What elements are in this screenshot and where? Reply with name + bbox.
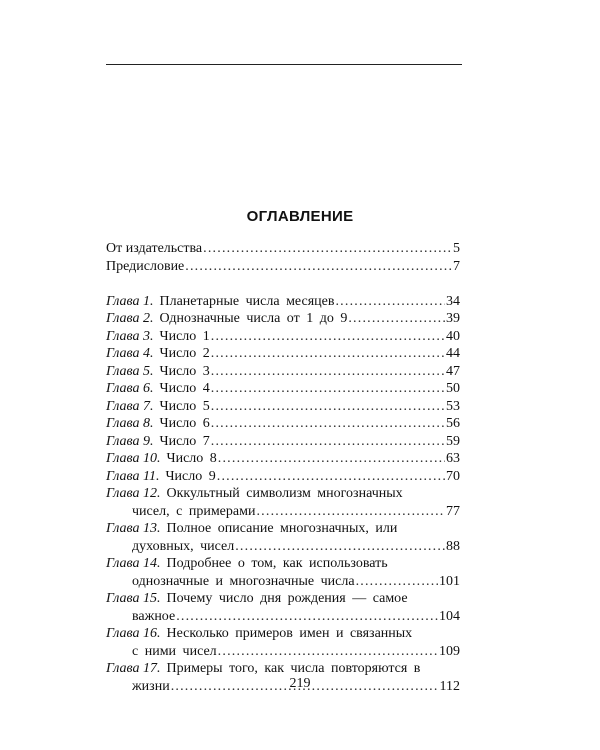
chapter-word: Глава: [106, 626, 140, 641]
toc-entry: [106, 398, 460, 416]
toc-line: [106, 590, 460, 608]
toc-line: [106, 485, 460, 503]
toc-entry-title-wrap: [132, 503, 255, 521]
chapter-number: 14.: [142, 556, 161, 571]
toc-entry-title-wrap: [106, 345, 210, 363]
top-rule: [106, 64, 462, 65]
toc-entry-title: Почему число дня рождения — самое: [166, 591, 408, 606]
dot-leader: [185, 258, 452, 276]
toc-entry-page: 59: [446, 433, 460, 449]
toc-entry-title: жизни: [132, 678, 170, 694]
toc-entry-page: 109: [439, 643, 460, 659]
toc-line: [106, 468, 460, 486]
dot-leader: [211, 328, 445, 346]
chapter-label: [106, 434, 153, 449]
toc-entry-title-wrap: [106, 380, 210, 398]
toc-entry-title: Примеры того, как числа повторяются в: [166, 661, 421, 676]
toc-line: [106, 328, 460, 346]
toc-entry-title-wrap: [106, 310, 347, 328]
toc-entry-page: 53: [446, 398, 460, 414]
toc-entry-page: 47: [446, 363, 460, 379]
toc-entry: [106, 468, 460, 486]
toc-line: [106, 625, 460, 643]
toc-entry-title: Число 2: [159, 346, 210, 361]
toc-entry: [106, 380, 460, 398]
toc-entry-page: 104: [439, 608, 460, 624]
toc-entry-page: 39: [446, 311, 460, 326]
chapter-number: 5.: [142, 363, 154, 379]
toc-entry: [106, 433, 460, 451]
toc-entry-title: Число 1: [159, 328, 210, 344]
chapter-number: 15.: [142, 591, 161, 606]
chapter-label: [106, 381, 153, 396]
toc-entry: [106, 625, 460, 660]
toc-line: [106, 660, 460, 678]
toc-entry: [106, 485, 460, 520]
toc-entry-title: важное: [132, 608, 176, 624]
toc-entry-page: 7: [453, 258, 460, 274]
toc-entry-title: Полное описание многозначных, или: [166, 521, 398, 536]
dot-leader: [218, 643, 438, 661]
page-number: 219: [289, 676, 311, 691]
chapter-word: Глава: [106, 381, 140, 396]
chapter-number: 4.: [142, 346, 154, 361]
dot-leader: [218, 450, 445, 468]
dot-leader: [348, 310, 445, 328]
chapter-label: [106, 294, 153, 309]
toc-entry-title: Число 9: [165, 468, 216, 484]
toc-entry: [106, 293, 460, 311]
chapter-label: [106, 556, 160, 571]
chapter-word: Глава: [106, 486, 140, 501]
toc-line: [106, 555, 460, 573]
toc-entry: [106, 328, 460, 346]
dot-leader: [211, 398, 445, 416]
toc-entry-title-wrap: [106, 398, 210, 416]
toc-entry: [106, 240, 460, 258]
toc-entry-title-wrap: [106, 363, 210, 381]
toc-entry-title-wrap: [132, 538, 234, 556]
toc-entry-title: чисел, с примерами: [132, 503, 256, 519]
toc-line: [106, 538, 460, 556]
dot-leader: [335, 293, 445, 311]
toc-line: [106, 398, 460, 416]
chapter-label: [106, 661, 160, 676]
toc-entry-title: Оккультный символизм многозначных: [166, 486, 403, 501]
toc-line: [106, 520, 460, 538]
chapter-number: 3.: [142, 328, 154, 344]
toc-entry-title: Предисловие: [106, 258, 185, 274]
dot-leader: [211, 345, 445, 363]
toc-entry: [106, 590, 460, 625]
toc-entry-title: От издательства: [106, 241, 203, 256]
toc-entry-title: Число 6: [159, 416, 210, 431]
toc-entry: [106, 363, 460, 381]
chapter-label: [106, 486, 160, 501]
toc-entry: [106, 555, 460, 590]
chapter-label: [106, 469, 159, 484]
toc-entry-page: 34: [446, 293, 460, 309]
toc-entry-page: 56: [446, 416, 460, 431]
toc-entry: [106, 310, 460, 328]
dot-leader: [211, 363, 445, 381]
dot-leader: [211, 433, 445, 451]
dot-leader: [211, 415, 445, 433]
chapter-number: 17.: [142, 661, 161, 676]
toc-entry: [106, 345, 460, 363]
toc-entry-title: Однозначные числа от 1 до 9: [159, 311, 348, 326]
chapter-word: Глава: [106, 293, 140, 309]
toc-line: [106, 258, 460, 276]
toc-line: [106, 450, 460, 468]
dot-leader: [256, 503, 445, 521]
toc-entry-page: 77: [446, 503, 460, 519]
toc-entry-title-wrap: [106, 468, 216, 486]
chapter-number: 8.: [142, 416, 154, 431]
toc-entry-title-wrap: [106, 520, 397, 538]
chapter-number: 7.: [142, 398, 154, 414]
chapter-number: 9.: [142, 433, 154, 449]
chapter-label: [106, 591, 160, 606]
toc-entry-page: 44: [446, 346, 460, 361]
toc-entry-title-wrap: [132, 643, 217, 661]
toc-line: [106, 380, 460, 398]
dot-leader: [235, 538, 445, 556]
toc-entry: [106, 258, 460, 276]
toc-entry: [106, 450, 460, 468]
chapter-word: Глава: [106, 363, 140, 379]
chapter-number: 16.: [142, 626, 161, 641]
dot-leader: [203, 240, 452, 258]
chapter-word: Глава: [106, 328, 140, 344]
toc-line: [106, 310, 460, 328]
toc-line: [106, 608, 460, 626]
chapter-label: [106, 626, 160, 641]
toc-entry-title-wrap: [106, 625, 412, 643]
chapter-number: 12.: [142, 486, 161, 501]
toc-entry-title-wrap: [106, 328, 210, 346]
toc-entry-title: Число 5: [159, 398, 210, 414]
chapter-word: Глава: [106, 468, 140, 484]
toc-entry-title: духовных, чисел: [132, 538, 235, 554]
toc-line: [106, 573, 460, 591]
toc-entry-page: 101: [439, 573, 460, 589]
toc-entry-title-wrap: [106, 293, 334, 311]
toc-entry-page: 40: [446, 328, 460, 344]
chapter-word: Глава: [106, 661, 140, 676]
toc-entry-page: 63: [446, 451, 460, 466]
toc-entry-title: Число 7: [159, 433, 210, 449]
toc-line: [106, 293, 460, 311]
toc-heading: ОГЛАВЛЕНИЕ: [246, 208, 354, 225]
toc-entry-title-wrap: [106, 415, 210, 433]
toc-entry-title-wrap: [106, 450, 217, 468]
toc-line: [106, 363, 460, 381]
toc-line: [106, 345, 460, 363]
toc-list: [106, 240, 460, 695]
chapter-label: [106, 346, 153, 361]
chapter-word: Глава: [106, 416, 140, 431]
chapter-word: Глава: [106, 521, 140, 536]
toc-entry-title: Число 8: [166, 451, 217, 466]
chapter-label: [106, 311, 153, 326]
toc-line: [106, 415, 460, 433]
chapter-number: 10.: [142, 451, 161, 466]
toc-entry-title: с ними чисел: [132, 643, 217, 659]
toc-entry-page: 50: [446, 381, 460, 396]
chapter-word: Глава: [106, 591, 140, 606]
chapter-word: Глава: [106, 311, 140, 326]
chapter-word: Глава: [106, 451, 140, 466]
toc-entry-title-wrap: [106, 660, 420, 678]
toc-entry-title: Число 4: [159, 381, 210, 396]
toc-entry-title: Подробнее о том, как использовать: [166, 556, 388, 571]
chapter-label: [106, 329, 153, 344]
chapter-word: Глава: [106, 398, 140, 414]
toc-entry-title-wrap: [132, 573, 355, 591]
chapter-label: [106, 521, 160, 536]
chapter-label: [106, 416, 153, 431]
chapter-label: [106, 364, 153, 379]
chapter-label: [106, 399, 153, 414]
toc-entry-page: 70: [446, 468, 460, 484]
toc-line: [106, 240, 460, 258]
chapter-word: Глава: [106, 433, 140, 449]
toc-entry: [106, 520, 460, 555]
toc-spacer: [106, 275, 460, 293]
chapter-number: 11.: [142, 468, 160, 484]
toc-entry-title: Число 3: [159, 363, 210, 379]
chapter-number: 1.: [142, 293, 154, 309]
toc-entry: [106, 415, 460, 433]
chapter-number: 6.: [142, 381, 154, 396]
toc-entry-title: Планетарные числа месяцев: [159, 293, 335, 309]
chapter-word: Глава: [106, 346, 140, 361]
toc-entry-page: 88: [446, 538, 460, 554]
toc-entry-title-wrap: [132, 608, 175, 626]
chapter-label: [106, 451, 160, 466]
dot-leader: [211, 380, 445, 398]
toc-line: [106, 433, 460, 451]
toc-entry-title: однозначные и многозначные числа: [132, 573, 355, 589]
toc-entry-page: 112: [439, 678, 460, 694]
toc-entry-title-wrap: [106, 590, 408, 608]
toc-line: [106, 643, 460, 661]
dot-leader: [176, 608, 438, 626]
toc-entry-page: 5: [453, 241, 460, 256]
chapter-word: Глава: [106, 556, 140, 571]
chapter-number: 13.: [142, 521, 161, 536]
toc-line: [106, 503, 460, 521]
dot-leader: [356, 573, 438, 591]
toc-entry-title: Несколько примеров имен и связанных: [166, 626, 413, 641]
chapter-number: 2.: [142, 311, 154, 326]
dot-leader: [217, 468, 445, 486]
toc-entry-title-wrap: [106, 485, 403, 503]
toc-entry-title-wrap: [106, 433, 210, 451]
toc-entry-title-wrap: [106, 555, 388, 573]
